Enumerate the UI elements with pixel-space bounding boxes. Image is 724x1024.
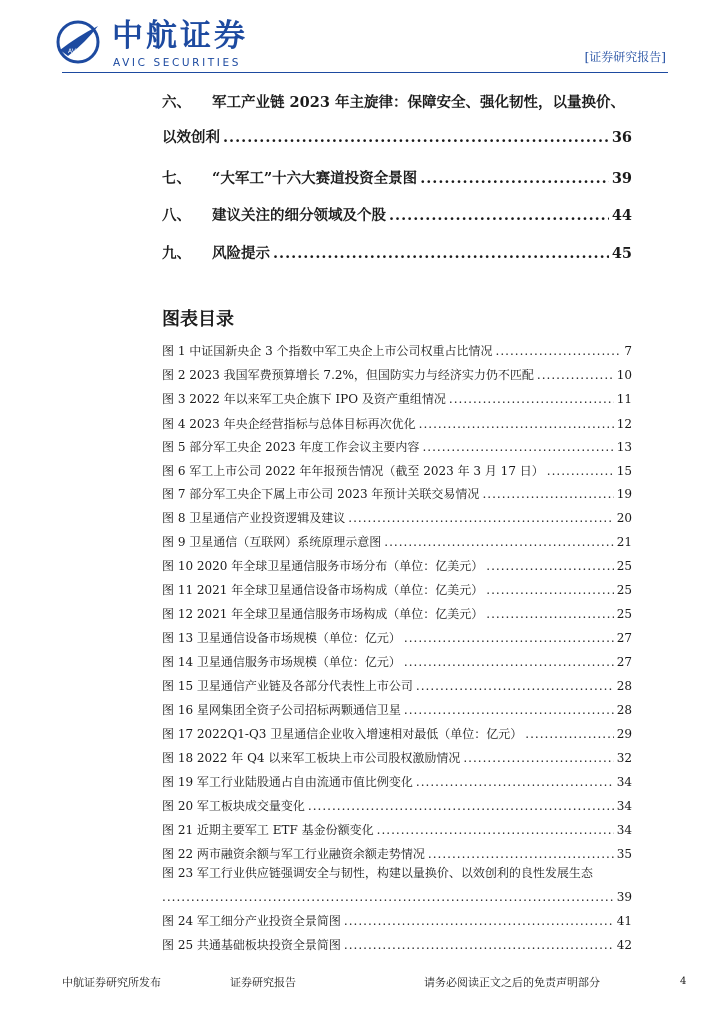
- toc-figure-6[interactable]: [162, 460, 632, 482]
- leader-dots: [449, 388, 614, 410]
- figure-page: 42: [616, 938, 632, 952]
- figure-label: 图 1 中证国新央企 3 个指数中军工央企上市公司权重占比情况: [162, 344, 493, 358]
- figure-page: 27: [616, 631, 632, 645]
- figure-label: 图 2 2023 我国军费预算增长 7.2%，但国防实力与经济实力仍不匹配: [162, 368, 534, 382]
- figure-page: 34: [616, 799, 632, 813]
- section-page: 39: [611, 170, 632, 187]
- figure-page: 35: [616, 847, 632, 861]
- figure-page: 12: [616, 417, 632, 431]
- leader-dots: [223, 125, 609, 151]
- leader-dots: [547, 460, 614, 482]
- figure-label: 图 19 军工行业陆股通占自由流通市值比例变化: [162, 775, 413, 789]
- section-title: 风险提示: [212, 245, 270, 262]
- leader-dots: [486, 555, 613, 577]
- figure-page: 21: [616, 535, 632, 549]
- report-tag: [证券研究报告]: [584, 50, 666, 64]
- leader-dots: [463, 747, 613, 769]
- toc-figure-13[interactable]: [162, 627, 632, 649]
- figure-page: 27: [616, 655, 632, 669]
- figure-label: 图 14 卫星通信服务市场规模（单位：亿元）: [162, 655, 401, 669]
- figure-page: 7: [624, 344, 632, 358]
- toc-section-7[interactable]: [162, 166, 632, 192]
- figure-page: 28: [616, 679, 632, 693]
- figure-label: 图 8 卫星通信产业投资逻辑及建议: [162, 511, 346, 525]
- figure-page: 39: [616, 890, 632, 904]
- figure-label: 图 6 军工上市公司 2022 年年报预告情况（截至 2023 年 3 月 17 日）: [162, 464, 544, 478]
- toc-figure-20[interactable]: [162, 795, 632, 817]
- figure-page: 19: [616, 487, 632, 501]
- logo-text: AVIC: [68, 48, 82, 55]
- leader-dots: [404, 699, 614, 721]
- figure-page: 10: [616, 368, 632, 382]
- figure-label: 图 3 2022 年以来军工央企旗下 IPO 及资产重组情况: [162, 392, 446, 406]
- figure-page: 28: [616, 703, 632, 717]
- figure-label: 图 11 2021 年全球卫星通信设备市场构成（单位：亿美元）: [162, 583, 484, 597]
- figure-label: 图 12 2021 年全球卫星通信服务市场构成（单位：亿美元）: [162, 607, 484, 621]
- toc-figure-2[interactable]: [162, 364, 632, 386]
- section-title: 军工产业链 2023 年主旋律：保障安全、强化韧性，以量换价、: [212, 94, 625, 111]
- figure-label: 图 22 两市融资余额与军工行业融资余额走势情况: [162, 847, 425, 861]
- toc-figure-11[interactable]: [162, 579, 632, 601]
- figure-label: 图 17 2022Q1-Q3 卫星通信企业收入增速相对最低（单位：亿元）: [162, 727, 523, 741]
- brand-name-cn: 中航证券: [112, 18, 248, 54]
- toc-section-8[interactable]: [162, 203, 632, 229]
- figure-page: 29: [616, 727, 632, 741]
- leader-dots: [525, 723, 613, 745]
- leader-dots: [486, 603, 613, 625]
- figure-label: 图 10 2020 年全球卫星通信服务市场分布（单位：亿美元）: [162, 559, 484, 573]
- avic-logo-icon: [56, 20, 100, 64]
- leader-dots: [496, 340, 622, 362]
- figure-label: 图 24 军工细分产业投资全景简图: [162, 914, 341, 928]
- toc-figure-3[interactable]: [162, 388, 632, 410]
- toc-section-6-line1[interactable]: [162, 90, 632, 116]
- leader-dots: [537, 364, 614, 386]
- figure-label: 图 13 卫星通信设备市场规模（单位：亿元）: [162, 631, 401, 645]
- leader-dots: [308, 795, 614, 817]
- leader-dots: [344, 910, 614, 932]
- section-number: 六、: [162, 94, 191, 111]
- figure-label: 图 15 卫星通信产业链及各部分代表性上市公司: [162, 679, 413, 693]
- leader-dots: [344, 934, 614, 956]
- toc-figure-25[interactable]: [162, 934, 632, 956]
- toc-figure-17[interactable]: [162, 723, 632, 745]
- figure-page: 34: [616, 823, 632, 837]
- figure-label: 图 25 共通基础板块投资全景简图: [162, 938, 341, 952]
- figure-page: 13: [616, 440, 632, 454]
- toc-figure-23-line1[interactable]: 图 23 军工行业供应链强调安全与韧性，构建以量换价、以效创利的良性发展生态: [162, 866, 593, 880]
- brand-name-en: AVIC SECURITIES: [113, 57, 241, 69]
- section-title: 建议关注的细分领域及个股: [212, 207, 386, 224]
- leader-dots: [404, 627, 614, 649]
- figure-label: 图 7 部分军工央企下属上市公司 2023 年预计关联交易情况: [162, 487, 480, 501]
- section-page: 45: [611, 245, 632, 262]
- section-number: 九、: [162, 245, 191, 262]
- toc-figure-1[interactable]: [162, 340, 632, 362]
- toc-figure-16[interactable]: [162, 699, 632, 721]
- header-divider: [62, 72, 668, 73]
- toc-figure-15[interactable]: [162, 675, 632, 697]
- toc-figure-5[interactable]: [162, 436, 632, 458]
- figure-page: 15: [616, 464, 632, 478]
- figure-page: 32: [616, 751, 632, 765]
- section-page: 44: [611, 207, 632, 224]
- leader-dots: [416, 771, 614, 793]
- footer-disclaimer: 请务必阅读正文之后的免责声明部分: [424, 976, 600, 989]
- section-number: 八、: [162, 207, 191, 224]
- page-footer: [0, 968, 724, 998]
- footer-doc-type: 证券研究报告: [230, 976, 296, 989]
- leader-dots: [419, 413, 614, 435]
- figure-page: 25: [616, 559, 632, 573]
- page-number: 4: [680, 976, 687, 987]
- page-header: [0, 0, 724, 80]
- figure-label: 图 5 部分军工央企 2023 年度工作会议主要内容: [162, 440, 420, 454]
- figure-page: 41: [616, 914, 632, 928]
- toc-figure-8[interactable]: [162, 507, 632, 529]
- footer-publisher: 中航证券研究所发布: [62, 976, 161, 989]
- leader-dots: [273, 241, 609, 267]
- figure-label: 图 9 卫星通信（互联网）系统原理示意图: [162, 535, 382, 549]
- toc-figure-24[interactable]: [162, 910, 632, 932]
- figures-heading: 图表目录: [162, 309, 234, 330]
- figure-label: 图 18 2022 年 Q4 以来军工板块上市公司股权激励情况: [162, 751, 461, 765]
- toc-figure-21[interactable]: [162, 819, 632, 841]
- toc-section-6-line2[interactable]: [162, 125, 632, 151]
- leader-dots: [486, 579, 613, 601]
- toc-figure-14[interactable]: [162, 651, 632, 673]
- section-page: 36: [611, 129, 632, 146]
- toc-figure-19[interactable]: [162, 771, 632, 793]
- figure-label: 图 20 军工板块成交量变化: [162, 799, 305, 813]
- toc-figure-4[interactable]: [162, 413, 632, 435]
- leader-dots: [162, 886, 614, 908]
- toc-section-9[interactable]: [162, 241, 632, 267]
- figure-label: 图 4 2023 年央企经营指标与总体目标再次优化: [162, 417, 416, 431]
- figure-label: 图 21 近期主要军工 ETF 基金份额变化: [162, 823, 374, 837]
- leader-dots: [348, 507, 613, 529]
- section-title-continued: 以效创利: [162, 129, 220, 146]
- leader-dots: [482, 483, 613, 505]
- leader-dots: [404, 651, 614, 673]
- toc-figure-12[interactable]: [162, 603, 632, 625]
- figure-label: 图 16 星网集团全资子公司招标两颗通信卫星: [162, 703, 401, 717]
- leader-dots: [389, 203, 609, 229]
- toc-figure-18[interactable]: [162, 747, 632, 769]
- toc-figure-7[interactable]: [162, 483, 632, 505]
- leader-dots: [422, 436, 613, 458]
- leader-dots: [420, 166, 609, 192]
- section-title: “大军工”十六大赛道投资全景图: [212, 170, 418, 187]
- figure-page: 11: [616, 392, 632, 406]
- figure-page: 25: [616, 583, 632, 597]
- toc-figure-9[interactable]: [162, 531, 632, 553]
- leader-dots: [377, 819, 614, 841]
- section-number: 七、: [162, 170, 191, 187]
- figure-page: 20: [616, 511, 632, 525]
- figure-page: 25: [616, 607, 632, 621]
- leader-dots: [416, 675, 614, 697]
- leader-dots: [384, 531, 613, 553]
- toc-figure-10[interactable]: [162, 555, 632, 577]
- figure-page: 34: [616, 775, 632, 789]
- toc-figure-23-line2[interactable]: [162, 886, 632, 908]
